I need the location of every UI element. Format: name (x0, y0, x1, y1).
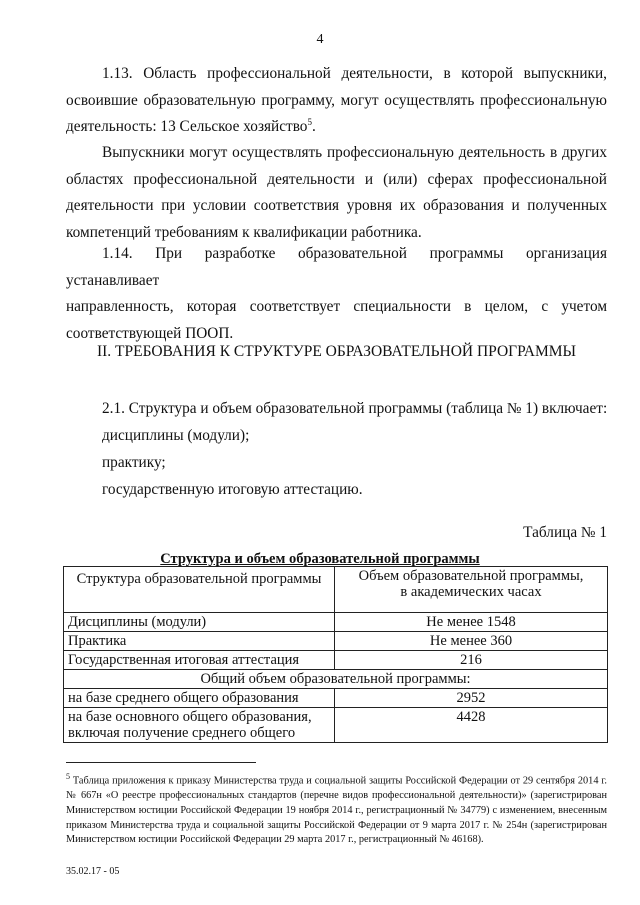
para-1-13-line3: деятельность: 13 Сельское хозяйство (66, 118, 308, 135)
list-item-practice: практику; (102, 454, 166, 471)
header-volume-line1: Объем образовательной программы, (358, 568, 584, 584)
paragraph-1-14 (66, 241, 607, 347)
para-1-13-line3-end: . (311, 118, 316, 135)
row-label-basic-general (64, 708, 335, 743)
header-volume (335, 567, 608, 613)
table-number: Таблица № 1 (523, 524, 607, 541)
table-total-header-row (64, 670, 608, 689)
graduates-line4: компетенций требованиям к квалификации работника. (66, 223, 422, 241)
row-value-attestation: 216 (335, 651, 608, 670)
header-volume-line2: в академических часах (400, 584, 542, 600)
row-label-basic-general-line1: на базе основного общего образования, (68, 709, 312, 725)
table-header-row (64, 567, 608, 613)
list-item-attestation: государственную итоговую аттестацию. (102, 481, 363, 498)
para-1-14-line3: соответствующей ПООП. (66, 324, 234, 342)
table-row (64, 632, 608, 651)
paragraph-graduates (66, 140, 607, 246)
footnote-reference: 5 (307, 116, 312, 127)
header-structure: Структура образовательной программы (64, 567, 335, 613)
structure-table (63, 566, 608, 743)
para-1-13-line2: освоившие образовательную программу, могут осуществлять профессиональную (66, 91, 607, 109)
total-volume-label: Общий объем образовательной программы: (64, 670, 608, 689)
row-value-practice: Не менее 360 (335, 632, 608, 651)
row-label-basic-general-line2: включая получение среднего общего (68, 725, 296, 741)
section-heading: II. ТРЕБОВАНИЯ К СТРУКТУРЕ ОБРАЗОВАТЕЛЬНОЙ ПРОГРАММЫ (96, 343, 577, 360)
footnote-mark: 5 (66, 772, 70, 781)
page-number: 4 (316, 32, 324, 47)
row-value-basic-general: 4428 (335, 708, 608, 743)
para-1-14-line2: направленность, которая соответствует специальности в целом, с учетом (66, 298, 607, 315)
row-label-disciplines: Дисциплины (модули) (64, 613, 335, 632)
table-row (64, 651, 608, 670)
table-row (64, 689, 608, 708)
row-label-secondary-general: на базе среднего общего образования (64, 689, 335, 708)
row-value-disciplines: Не менее 1548 (335, 613, 608, 632)
footnote-text: Таблица приложения к приказу Министерства труда и социальной защиты Российской Федерации от 29 сентября 2014 г. № 667н «О реестре профессиональных стандартов (перечне видов профессиональной деятельности)» (зарегистрирован Министерством юстиции Российской Федерации 19 ноября 2014 г., регистрационный № 34779) с изменением, внесенным приказом Министерства труда и социальной защиты Российской Федерации от 9 марта 2017 г. № 254н (зарегистрирован Министерством юстиции Российской Федерации 29 марта 2017 г., регистрационный № 46168). (66, 775, 607, 846)
graduates-line2: областях профессиональной деятельности и (или) сферах профессиональной (66, 170, 607, 188)
table-row (64, 613, 608, 632)
footnote-separator (66, 762, 256, 763)
document-code: 35.02.17 - 05 (66, 866, 120, 877)
para-1-13-line1: 1.13. Область профессиональной деятельности, в которой выпускники, (102, 65, 607, 82)
table-caption: Структура и объем образовательной программы (160, 551, 480, 567)
para-1-14-line1: 1.14. При разработке образовательной программы организация устанавливает (66, 245, 607, 289)
row-label-attestation: Государственная итоговая аттестация (64, 651, 335, 670)
graduates-line1: Выпускники могут осуществлять профессиональную деятельность в других (102, 144, 607, 161)
graduates-line3: деятельности при условии соответствия уровня их образования и полученных (66, 197, 607, 214)
row-value-secondary-general: 2952 (335, 689, 608, 708)
paragraph-1-13 (66, 61, 607, 141)
paragraph-2-1: 2.1. Структура и объем образовательной программы (таблица № 1) включает: (102, 400, 608, 417)
list-item-disciplines: дисциплины (модули); (102, 427, 250, 444)
footnote (66, 770, 607, 848)
row-label-practice: Практика (64, 632, 335, 651)
table-row (64, 708, 608, 743)
